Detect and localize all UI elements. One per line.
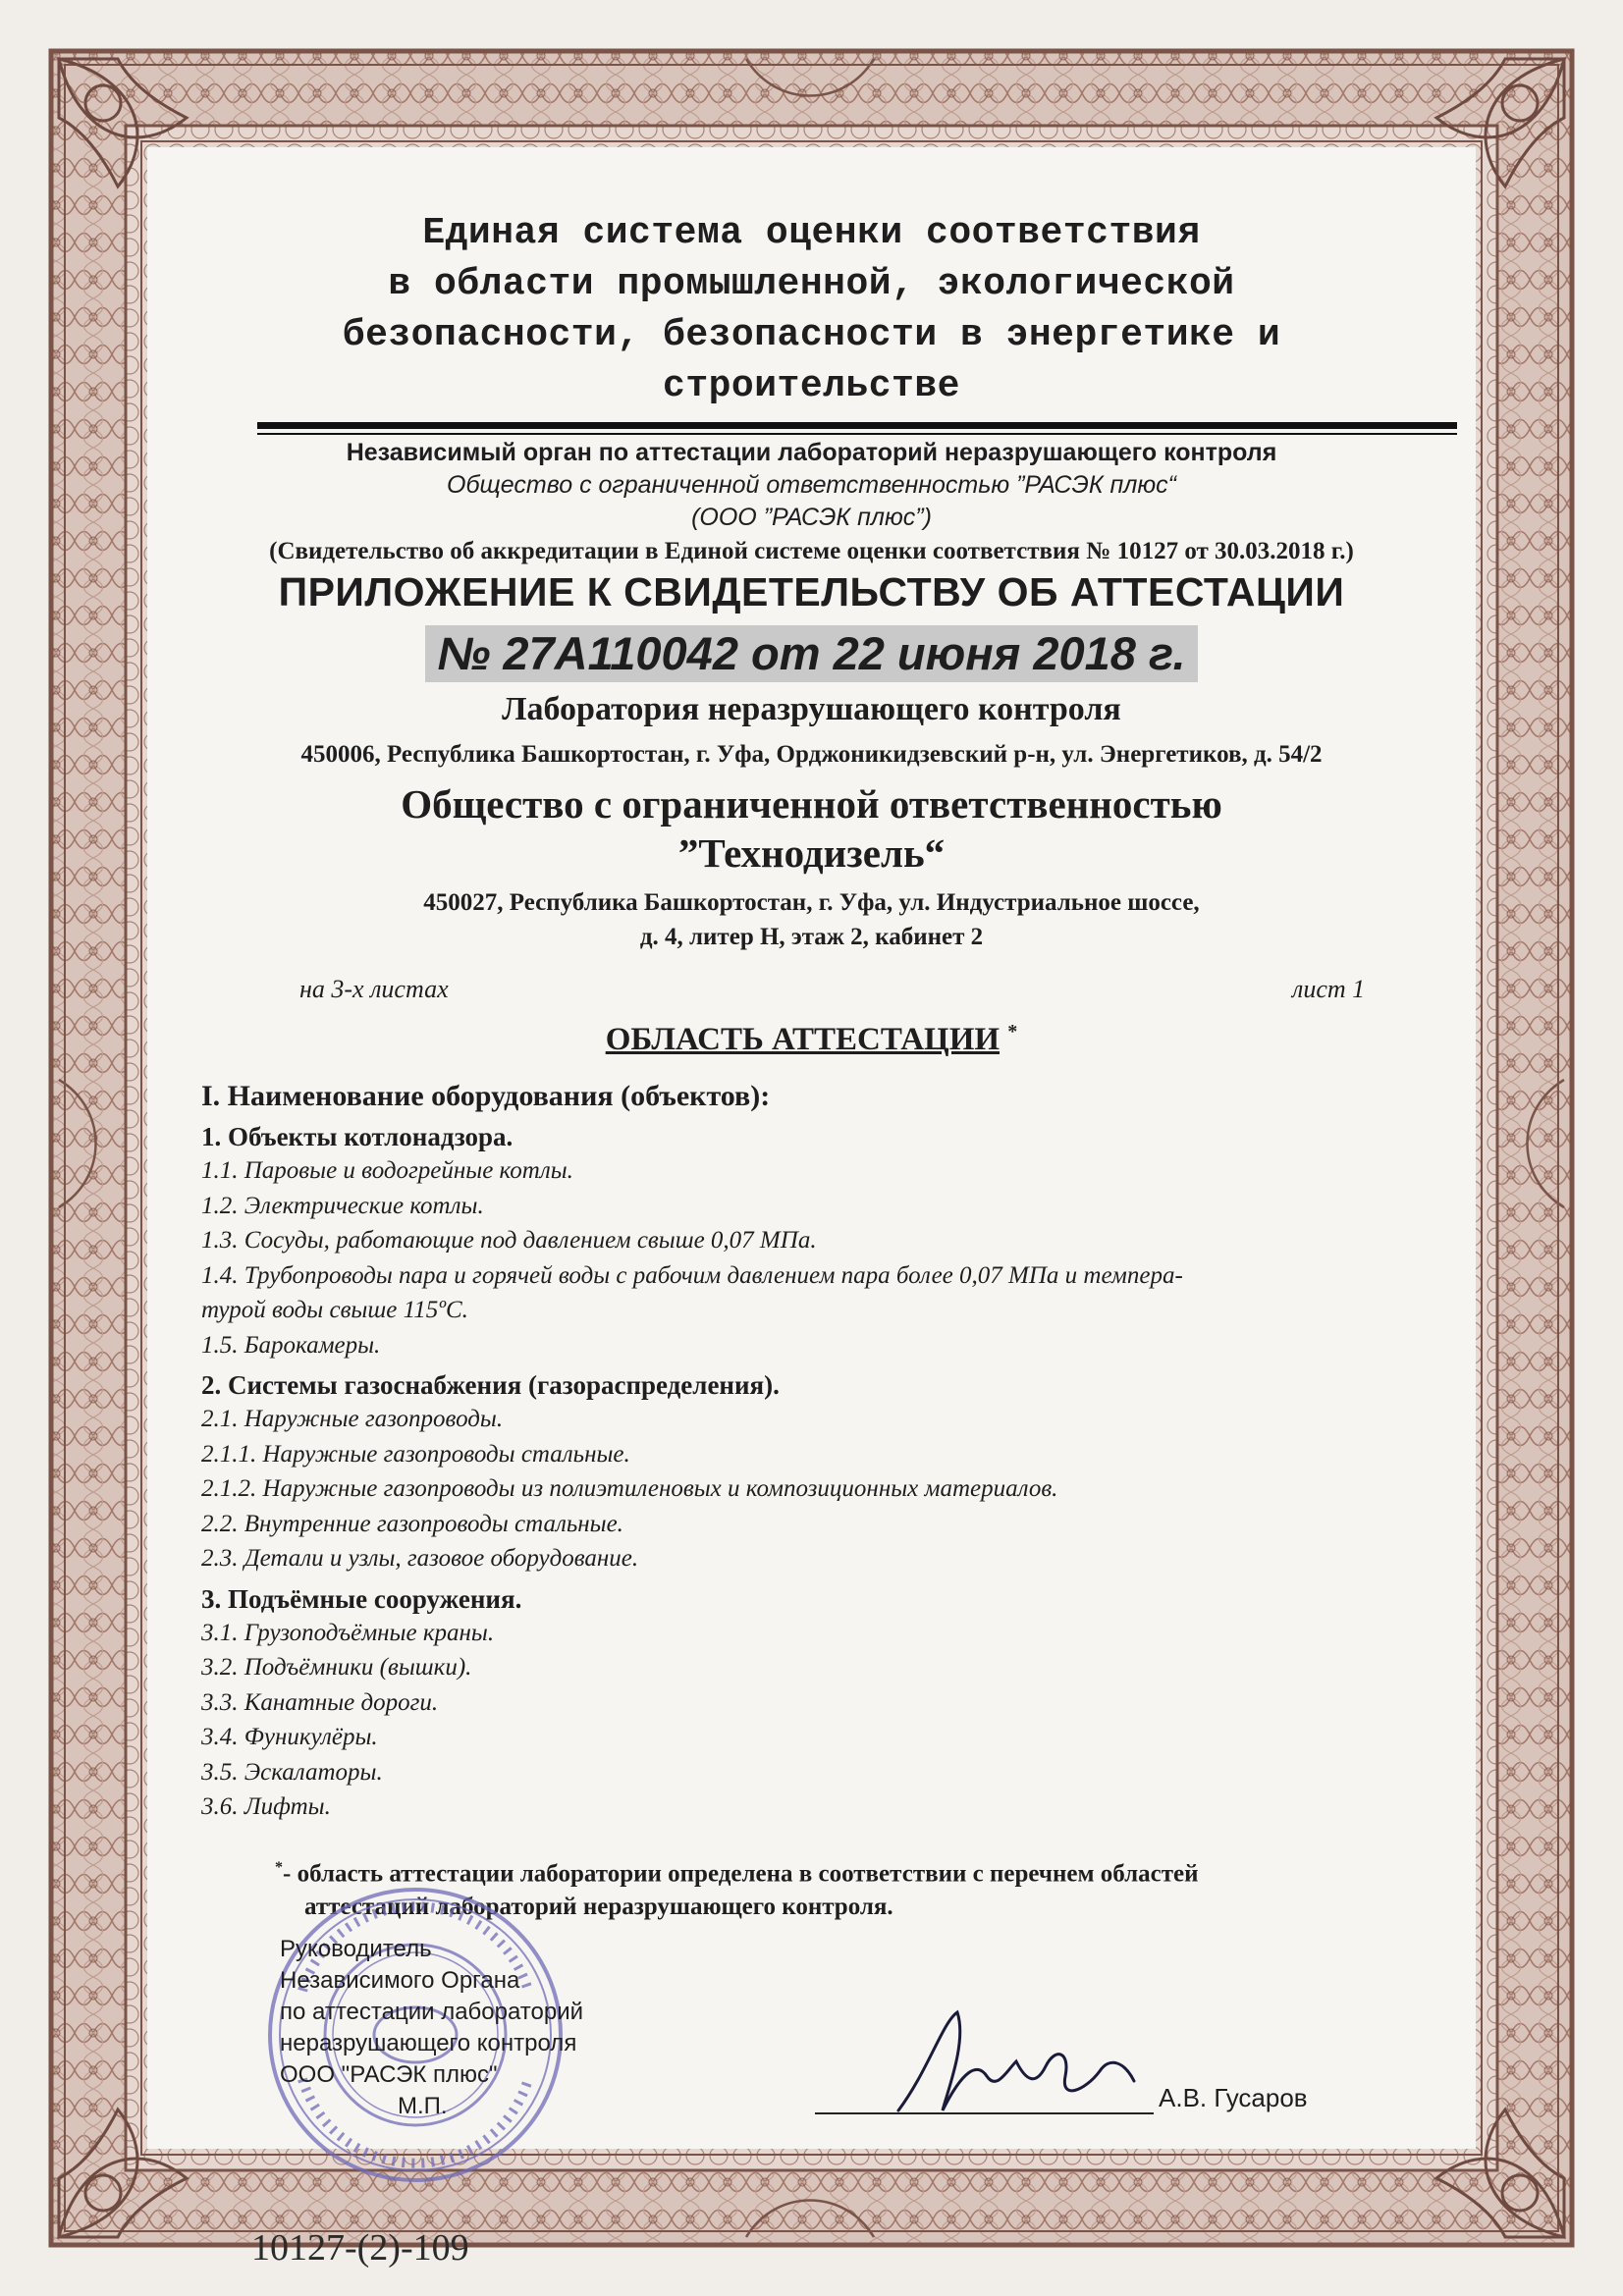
list-item: 3.5. Эскалаторы. — [201, 1758, 383, 1786]
signer-role — [280, 1934, 583, 2122]
list-item: 1.4. Трубопроводы пара и горячей воды с рабочим давлением пара более 0,07 МПа и темпера- — [201, 1261, 1183, 1289]
list-item: 3.6. Лифты. — [201, 1793, 331, 1820]
system-title — [0, 208, 1623, 412]
list-item: 3.3. Канатные дороги. — [201, 1688, 439, 1716]
list-item: 1.1. Паровые и водогрейные котлы. — [201, 1157, 573, 1184]
system-title-line: безопасности, безопасности в энергетике и — [342, 314, 1281, 356]
certificate-number-row — [0, 625, 1623, 682]
signer-role-line: по аттестации лабораторий — [280, 1999, 584, 2025]
list-item: 2.3. Детали и узлы, газовое оборудование. — [201, 1545, 639, 1572]
scope-title-text: ОБЛАСТЬ АТТЕСТАЦИИ — [605, 1022, 1001, 1057]
list-item: 2.1. Наружные газопроводы. — [201, 1406, 504, 1432]
scope-list — [201, 1075, 1448, 1825]
footnote-mark: * — [275, 1859, 283, 1876]
list-item: 2.1.1. Наружные газопроводы стальные. — [201, 1440, 630, 1468]
seal-place-label: М.П. — [398, 2093, 448, 2119]
system-title-line: в области промышленной, экологической — [388, 263, 1235, 305]
accreditation-note: (Свидетельство об аккредитации в Единой системе оценки соответствия № 10127 от 30.03.2018 г.) — [269, 538, 1354, 564]
signer-role-line: неразрушающего контроля — [280, 2030, 577, 2056]
list-item: 1.2. Электрические котлы. — [201, 1192, 484, 1219]
system-title-line: Единая система оценки соответствия — [422, 212, 1201, 254]
appendix-title: ПРИЛОЖЕНИЕ К СВИДЕТЕЛЬСТВУ ОБ АТТЕСТАЦИИ — [278, 569, 1345, 614]
issuer-org-full-name: Общество с ограниченной ответственностью ”РАСЭК плюс“ — [447, 471, 1176, 499]
document-code: 10127-(2)-109 — [251, 2227, 469, 2269]
organization-address-line1: 450027, Республика Башкортостан, г. Уфа, ул. Индустриальное шоссе, — [423, 889, 1200, 916]
group-title: 3. Подъёмные сооружения. — [201, 1583, 522, 1614]
signer-role-line: Руководитель — [280, 1936, 432, 1962]
section-title: I. Наименование оборудования (объектов): — [201, 1080, 771, 1112]
list-item: 1.3. Сосуды, работающие под давлением свыше 0,07 МПа. — [201, 1227, 817, 1254]
signer-name: А.В. Гусаров — [1159, 2083, 1308, 2112]
system-title-line: строительстве — [663, 365, 960, 407]
footnote-line2: аттестаций лабораторий неразрушающего контроля. — [304, 1894, 893, 1921]
list-item: 1.5. Барокамеры. — [201, 1331, 381, 1359]
list-item: 3.1. Грузоподъёмные краны. — [201, 1619, 495, 1646]
list-item: 3.4. Фуникулёры. — [201, 1724, 378, 1750]
group-title: 2. Системы газоснабжения (газораспределения). — [201, 1370, 780, 1400]
signer-role-line: Независимого Органа — [280, 1967, 520, 1994]
organization-name-line1: Общество с ограниченной ответственностью — [401, 781, 1222, 827]
organization-address-line2: д. 4, литер Н, этаж 2, кабинет 2 — [639, 924, 984, 950]
list-item: 2.1.2. Наружные газопроводы из полиэтиленовых и композиционных материалов. — [201, 1475, 1058, 1502]
signer-role-line: ООО "РАСЭК плюс" — [280, 2061, 498, 2088]
group-title: 1. Объекты котлонадзора. — [201, 1122, 514, 1151]
list-item: 3.2. Подъёмники (вышки). — [201, 1654, 472, 1681]
scope-title — [0, 1021, 1623, 1058]
issuer-org-short-name: (ООО ”РАСЭК плюс”) — [691, 504, 932, 531]
header-rule-thin — [257, 433, 1457, 435]
header-rule-thick — [257, 422, 1457, 429]
certificate-number: № 27А110042 от 22 июня 2018 г. — [425, 625, 1197, 682]
sheets-count: на 3-х листах — [299, 975, 449, 1003]
organization-name-line2: ”Технодизель“ — [677, 830, 946, 876]
list-item: 2.2. Внутренние газопроводы стальные. — [201, 1510, 623, 1537]
laboratory-address: 450006, Республика Башкортостан, г. Уфа, Орджоникидзевский р-н, ул. Энергетиков, д. 54/2 — [300, 741, 1323, 768]
handwritten-signature — [889, 2002, 1144, 2130]
sheet-number: лист 1 — [1292, 975, 1366, 1003]
laboratory-name: Лаборатория неразрушающего контроля — [502, 691, 1121, 727]
issuing-body-name: Независимый орган по аттестации лабораторий неразрушающего контроля — [346, 439, 1277, 466]
list-item: турой воды свыше 115ºС. — [201, 1297, 468, 1323]
footnote-text: - область аттестации лаборатории определена в соответствии с перечнем областей — [283, 1860, 1199, 1888]
scope-title-mark: * — [1007, 1021, 1018, 1042]
